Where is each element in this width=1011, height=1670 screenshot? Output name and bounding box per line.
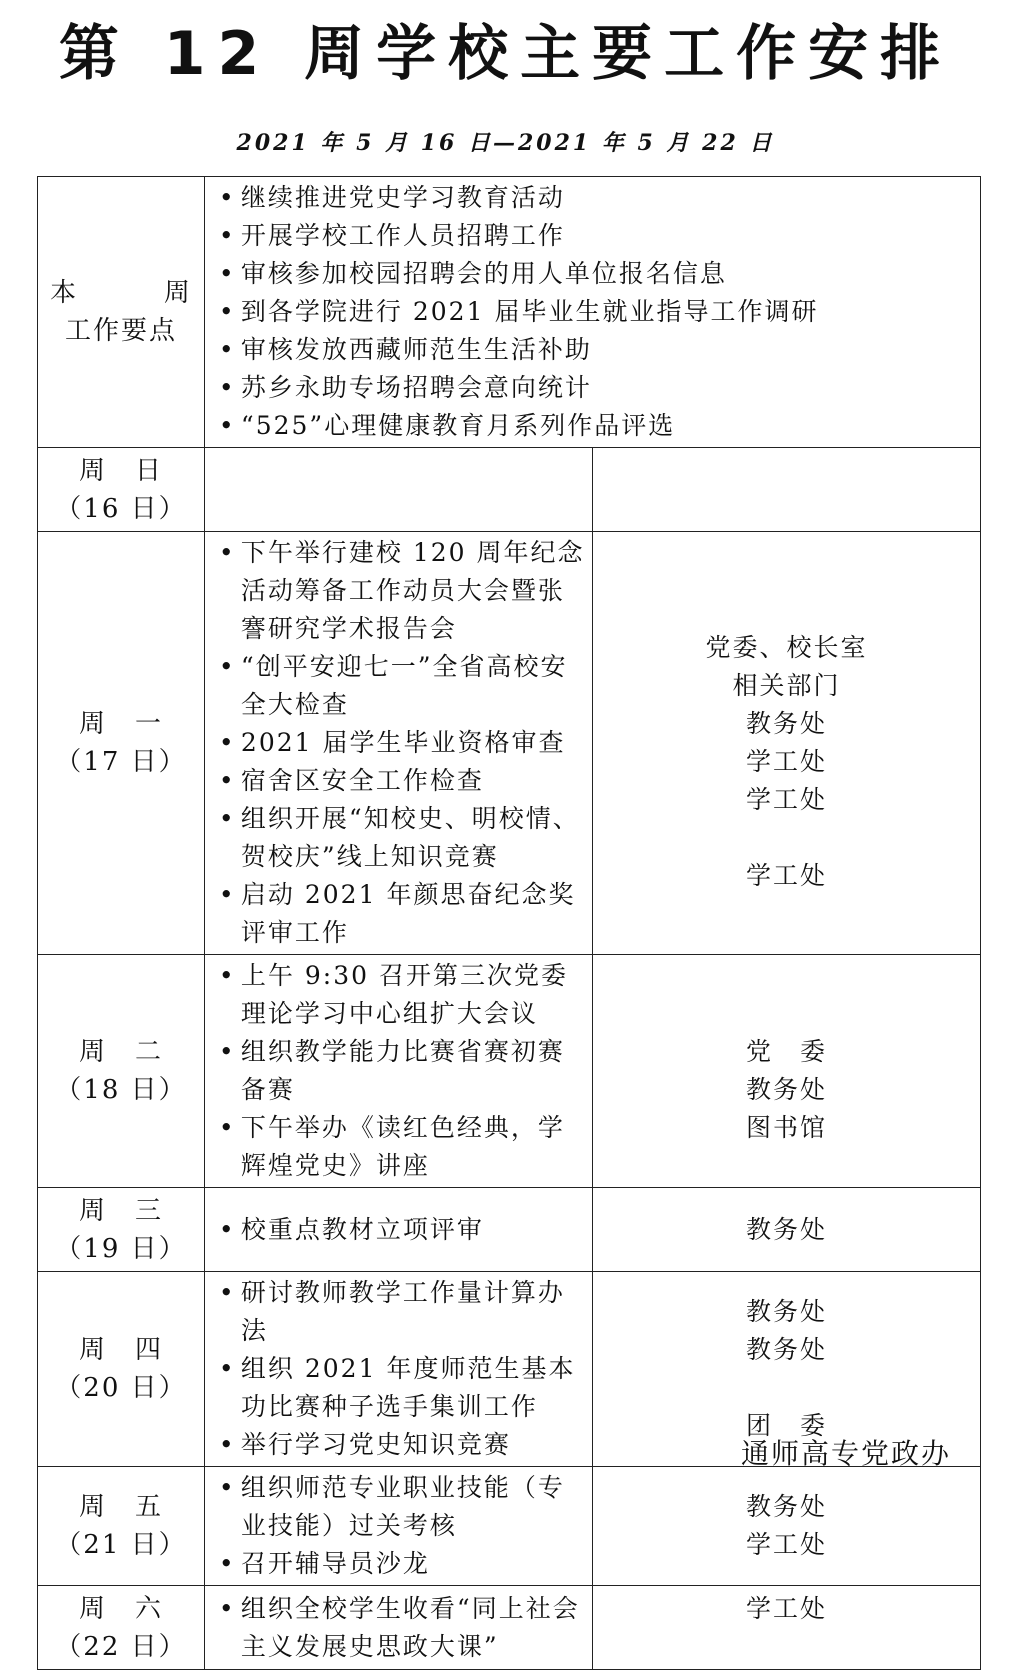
- day-name: 周 一: [78, 709, 163, 739]
- bullet-glyph: •: [218, 1214, 236, 1244]
- task-cell: [204, 1467, 592, 1586]
- day-date: （17 日）: [55, 747, 187, 777]
- task-item: [219, 876, 588, 952]
- day-date: （18 日）: [55, 1075, 187, 1105]
- day-name: 周 四: [78, 1335, 163, 1365]
- dept-name: 教务处: [745, 1335, 827, 1364]
- dept-list: [593, 488, 980, 492]
- day-date: （21 日）: [55, 1530, 187, 1560]
- task-text: 苏乡永助专场招聘会意向统计: [240, 373, 592, 402]
- task-cell: [204, 955, 592, 1188]
- task-item: [219, 1211, 588, 1249]
- task-text: 审核参加校园招聘会的用人单位报名信息: [240, 259, 727, 288]
- bullet-glyph: •: [218, 538, 236, 567]
- dept-name: 学工处: [745, 861, 827, 890]
- dept-name: 教务处: [745, 1297, 827, 1326]
- dept-name: 学工处: [745, 785, 827, 814]
- task-item: [219, 1350, 588, 1426]
- task-text: 组织全校学生收看“同上社会主义发展史思政大课”: [240, 1593, 580, 1661]
- dept-cell: [592, 1586, 980, 1670]
- page-title: 第 12 周学校主要工作安排: [58, 19, 953, 89]
- key-points-label: [38, 177, 205, 448]
- dept-name: 教务处: [745, 1075, 827, 1104]
- day-cell: [38, 955, 205, 1188]
- task-list: [205, 1209, 592, 1251]
- day-cell: [38, 1188, 205, 1272]
- dept-spacer: [593, 995, 980, 1033]
- task-text: 组织 2021 年度师范生基本功比赛种子选手集训工作: [240, 1354, 576, 1421]
- task-cell: [204, 532, 592, 955]
- task-text: 组织开展“知校史、明校情、贺校庆”线上知识竞赛: [240, 804, 580, 871]
- day-row: [38, 532, 981, 955]
- task-text: 研讨教师教学工作量计算办法: [240, 1278, 565, 1345]
- bullet-glyph: •: [218, 297, 236, 326]
- task-item: [219, 1033, 588, 1109]
- task-list: [205, 488, 592, 492]
- bullet-glyph: •: [218, 1473, 236, 1502]
- day-row: [38, 1188, 981, 1272]
- task-cell: [204, 1586, 592, 1670]
- task-item: [219, 762, 588, 800]
- issuer: 通师高专党政办: [740, 1437, 951, 1470]
- dept-list: [593, 589, 980, 897]
- key-points-label-a: 本: [50, 278, 79, 308]
- bullet-glyph: •: [218, 221, 236, 250]
- task-item: [219, 800, 588, 876]
- bullet-glyph: •: [218, 766, 236, 795]
- day-date: （19 日）: [55, 1233, 187, 1264]
- dept-spacer: [593, 819, 980, 857]
- task-text: 审核发放西藏师范生生活补助: [240, 335, 592, 364]
- day-row: [38, 448, 981, 532]
- day-cell: [38, 1272, 205, 1467]
- bullet-glyph: •: [218, 335, 236, 364]
- task-item: [219, 1274, 588, 1350]
- bullet-glyph: •: [218, 1278, 236, 1307]
- day-row: [38, 955, 981, 1188]
- task-text: “525”心理健康教育月系列作品评选: [240, 411, 676, 440]
- dept-name: 学工处: [745, 1530, 827, 1559]
- task-item: [219, 179, 976, 217]
- task-list: [205, 1272, 592, 1466]
- bullet-glyph: •: [218, 804, 236, 833]
- task-text: 下午举行建校 120 周年纪念活动筹备工作动员大会暨张謇研究学术报告会: [240, 538, 585, 643]
- bullet-glyph: •: [218, 373, 236, 402]
- day-row: [38, 1586, 981, 1670]
- day-row: [38, 1467, 981, 1586]
- task-text: “创平安迎七一”全省高校安全大检查: [240, 652, 568, 719]
- dept-name: 学工处: [745, 1593, 827, 1623]
- task-list: [205, 532, 592, 954]
- dept-cell: [592, 448, 980, 532]
- dept-spacer: [593, 1628, 980, 1666]
- day-date: （16 日）: [55, 493, 187, 524]
- dept-name: 教务处: [745, 1492, 827, 1521]
- day-date: （20 日）: [55, 1373, 187, 1403]
- day-date: （22 日）: [55, 1631, 187, 1662]
- bullet-glyph: •: [218, 1430, 236, 1459]
- dept-cell: [592, 955, 980, 1188]
- task-item: [219, 1545, 588, 1583]
- task-item: [219, 1590, 588, 1666]
- day-name: 周 二: [78, 1037, 163, 1067]
- day-name: 周 日: [78, 455, 163, 486]
- task-text: 组织教学能力比赛省赛初赛备赛: [240, 1037, 565, 1104]
- dept-list: [593, 1291, 980, 1447]
- dept-list: [593, 993, 980, 1149]
- task-cell: [204, 448, 592, 532]
- key-points-label-b: 周: [163, 278, 192, 308]
- task-list: [205, 1588, 592, 1668]
- task-item: [219, 1109, 588, 1185]
- task-item: [219, 957, 588, 1033]
- dept-name: 党 委: [745, 1037, 827, 1066]
- day-name: 周 三: [78, 1195, 163, 1226]
- task-text: 下午举办《读红色经典，学辉煌党史》讲座: [240, 1113, 565, 1180]
- bullet-glyph: •: [218, 259, 236, 288]
- bullet-glyph: •: [218, 183, 236, 212]
- task-text: 校重点教材立项评审: [240, 1214, 484, 1244]
- task-list: [205, 955, 592, 1187]
- day-name: 周 六: [78, 1593, 163, 1624]
- dept-spacer: [593, 591, 980, 629]
- task-text: 上午 9:30 召开第三次党委理论学习中心组扩大会议: [240, 961, 568, 1028]
- task-cell: [204, 1272, 592, 1467]
- task-item: [219, 331, 976, 369]
- task-item: [219, 724, 588, 762]
- bullet-glyph: •: [218, 1354, 236, 1383]
- bullet-glyph: •: [218, 961, 236, 990]
- dept-name: 学工处: [745, 747, 827, 776]
- dept-cell: [592, 1188, 980, 1272]
- bullet-glyph: •: [218, 1113, 236, 1142]
- dept-list: [593, 1209, 980, 1251]
- dept-name: 团 委: [745, 1411, 827, 1440]
- task-item: [219, 407, 976, 445]
- dept-name: 图书馆: [745, 1113, 827, 1142]
- task-item: [219, 1426, 588, 1464]
- task-item: [219, 1469, 588, 1545]
- dept-name: 党委、校长室: [705, 633, 868, 662]
- key-points-label-line2: 工作要点: [64, 316, 177, 346]
- task-item: [219, 255, 976, 293]
- key-points-cell: [204, 177, 980, 448]
- task-item: [219, 648, 588, 724]
- date-range: 2021 年 5 月 16 日—2021 年 5 月 22 日: [236, 130, 775, 156]
- bullet-glyph: •: [218, 1037, 236, 1066]
- task-text: 举行学习党史知识竞赛: [240, 1430, 511, 1459]
- task-item: [219, 217, 976, 255]
- task-text: 组织师范专业职业技能（专业技能）过关考核: [240, 1473, 565, 1540]
- dept-name: 教务处: [745, 1214, 827, 1244]
- bullet-glyph: •: [218, 1593, 236, 1623]
- day-cell: [38, 1467, 205, 1586]
- dept-name: 教务处: [745, 709, 827, 738]
- day-cell: [38, 1586, 205, 1670]
- task-text: 到各学院进行 2021 届毕业生就业指导工作调研: [240, 297, 819, 326]
- key-points-row: [38, 177, 981, 448]
- dept-cell: [592, 532, 980, 955]
- task-text: 开展学校工作人员招聘工作: [240, 221, 565, 250]
- task-item: [219, 369, 976, 407]
- day-cell: [38, 448, 205, 532]
- task-item: [219, 534, 588, 648]
- dept-list: [593, 1486, 980, 1566]
- task-cell: [204, 1188, 592, 1272]
- task-item: [219, 293, 976, 331]
- task-text: 宿舍区安全工作检查: [240, 766, 484, 795]
- bullet-glyph: •: [218, 652, 236, 681]
- key-points-list: [205, 177, 980, 447]
- dept-list: [593, 1588, 980, 1668]
- bullet-glyph: •: [218, 728, 236, 757]
- task-text: 继续推进党史学习教育活动: [240, 183, 565, 212]
- bullet-glyph: •: [218, 411, 236, 440]
- task-text: 召开辅导员沙龙: [240, 1549, 430, 1578]
- task-text: 2021 届学生毕业资格审查: [240, 728, 566, 757]
- dept-name: 相关部门: [732, 671, 841, 700]
- task-list: [205, 1467, 592, 1585]
- day-cell: [38, 532, 205, 955]
- bullet-glyph: •: [218, 880, 236, 909]
- dept-spacer: [593, 1369, 980, 1407]
- task-text: 启动 2021 年颜思奋纪念奖评审工作: [240, 880, 576, 947]
- dept-cell: [592, 1467, 980, 1586]
- day-name: 周 五: [78, 1492, 163, 1522]
- bullet-glyph: •: [218, 1549, 236, 1578]
